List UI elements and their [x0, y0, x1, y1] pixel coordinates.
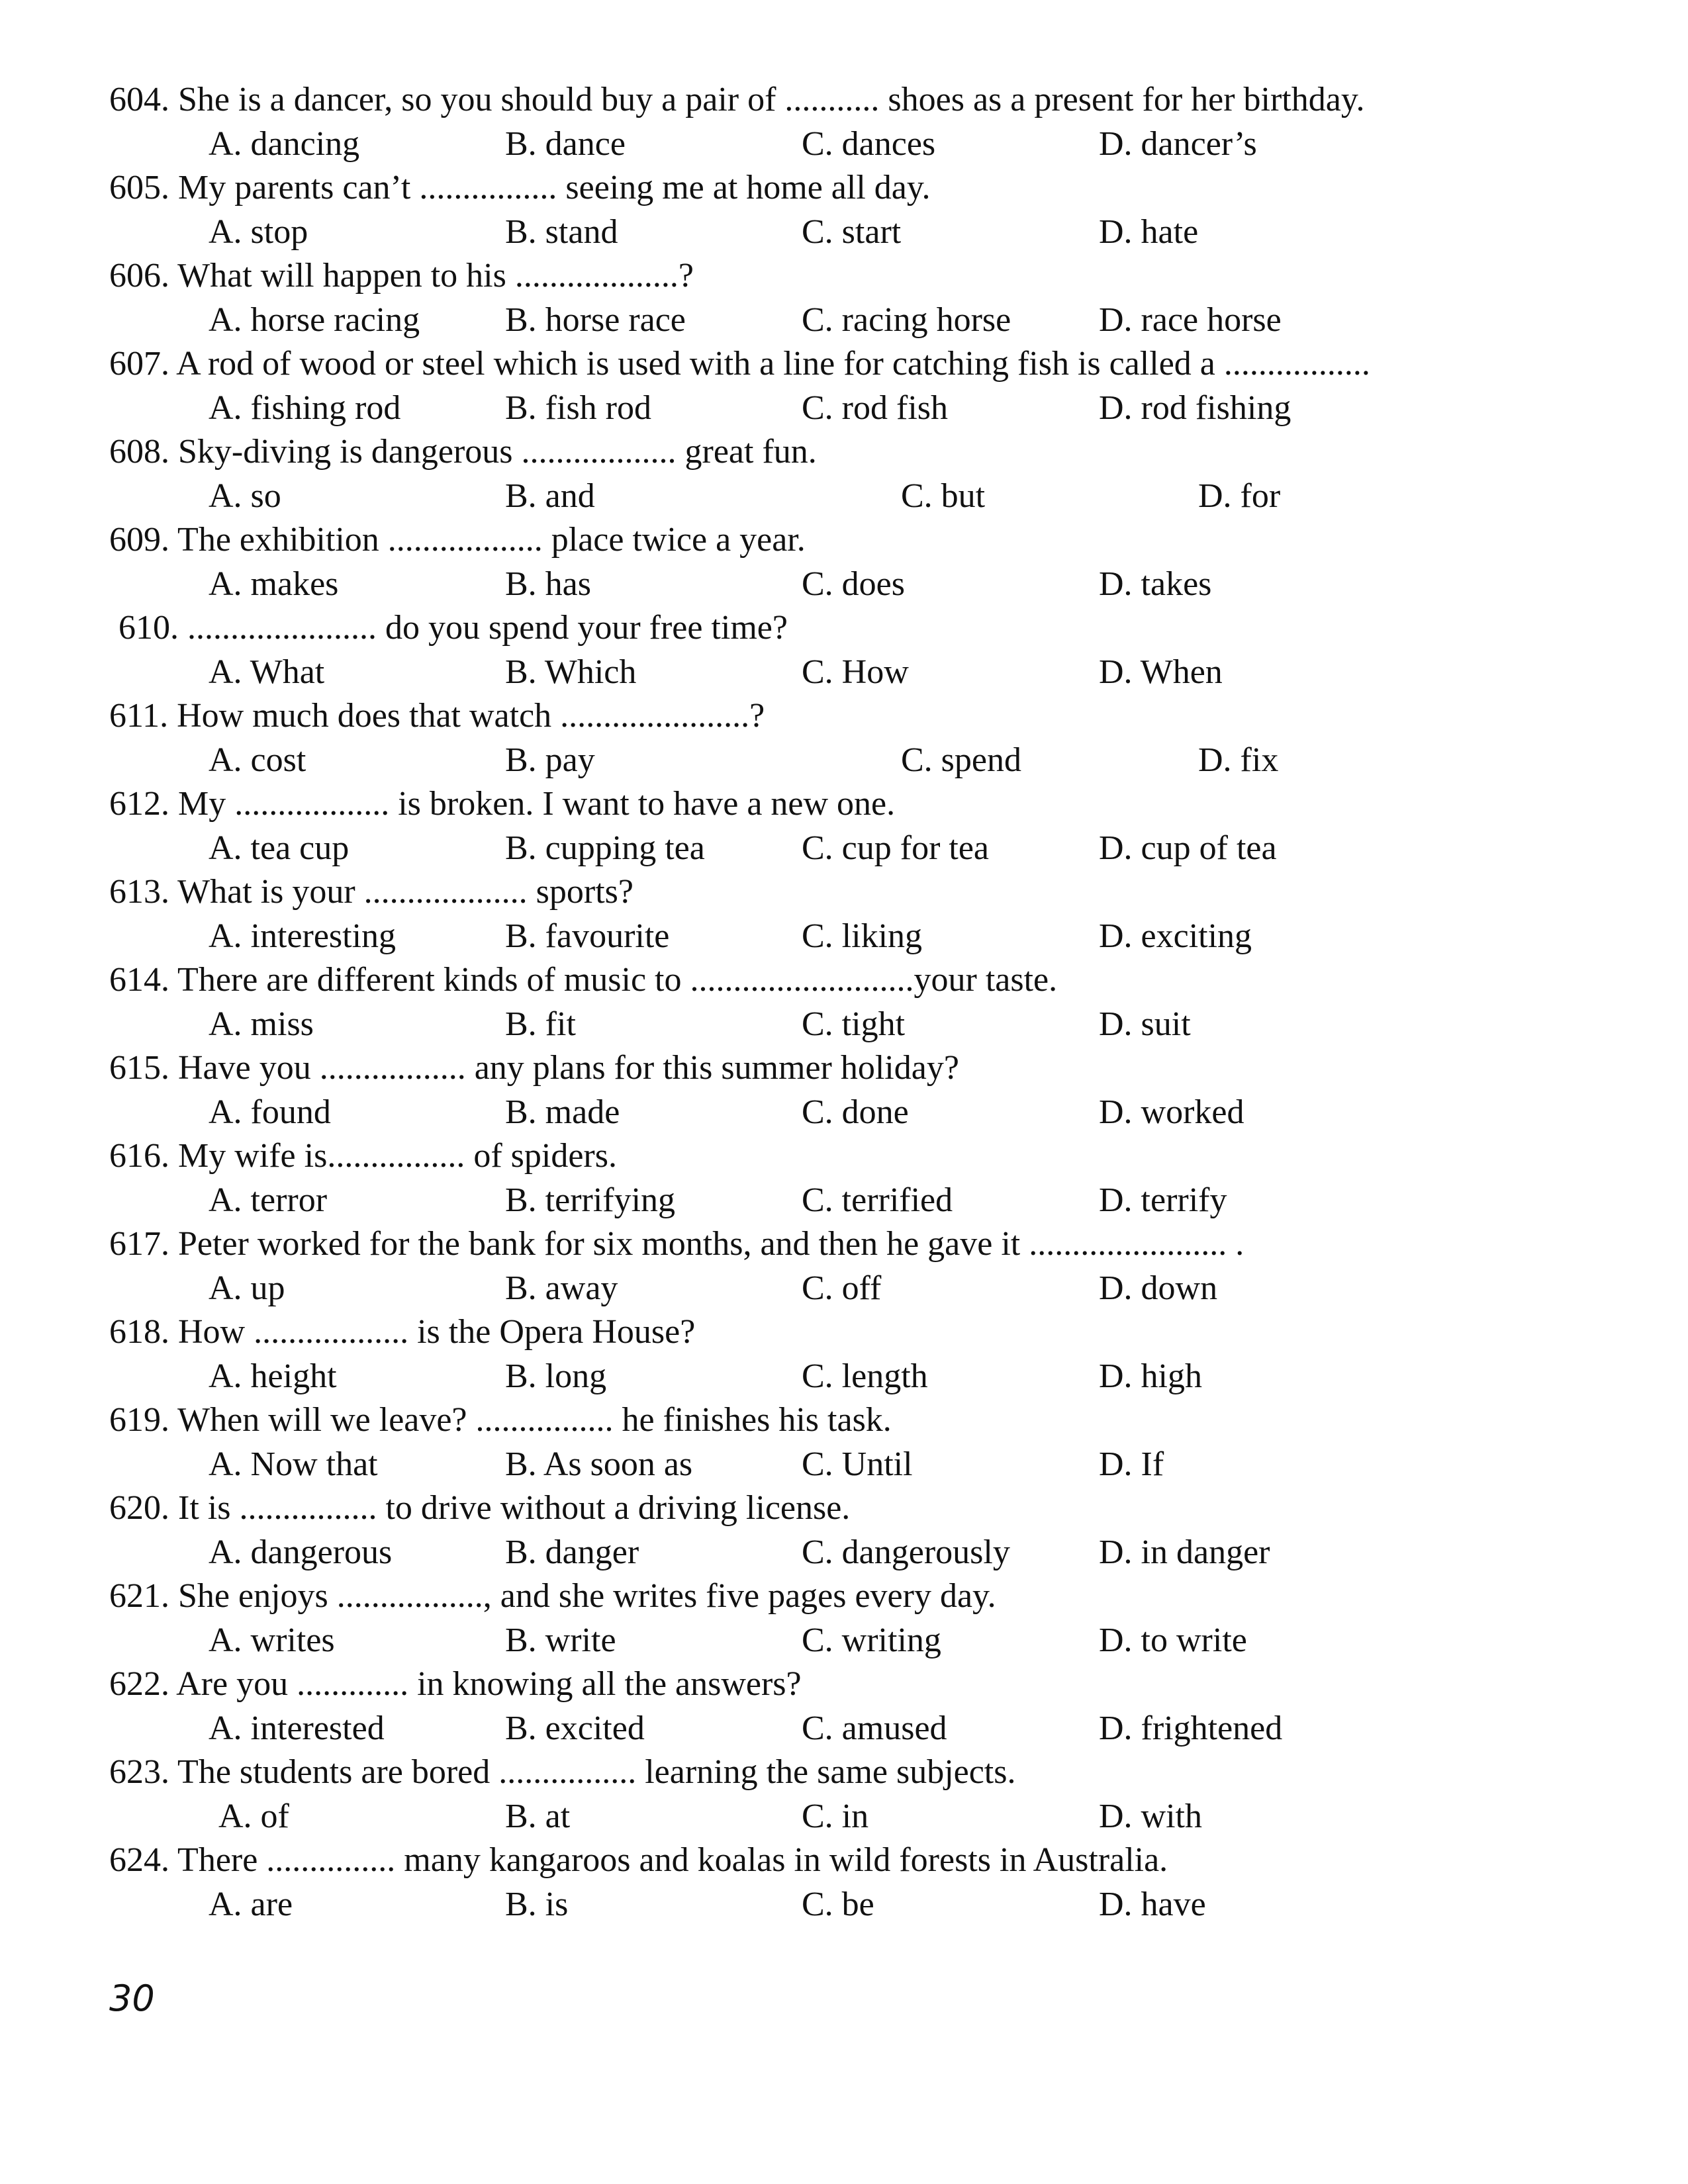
option-d[interactable]: D. takes: [1099, 565, 1212, 603]
option-d[interactable]: D. to write: [1099, 1621, 1247, 1659]
option-c[interactable]: C. terrified: [802, 1181, 953, 1219]
question-stem: 623. The students are bored ................ learning the same subjects.: [109, 1753, 1016, 1791]
question-stem: 611. How much does that watch ......................?: [109, 697, 765, 735]
question-stem: 604. She is a dancer, so you should buy a pair of ........... shoes as a present for her birthday.: [109, 81, 1365, 118]
answer-options: [109, 1795, 1599, 1839]
question-616: [109, 1134, 1599, 1222]
answer-options: [109, 387, 1599, 431]
question-620: [109, 1486, 1599, 1574]
answer-options: [109, 827, 1599, 871]
option-b[interactable]: B. cupping tea: [505, 829, 705, 867]
question-stem: 618. How .................. is the Opera House?: [109, 1313, 696, 1351]
question-stem: 624. There ............... many kangaroos and koalas in wild forests in Australia.: [109, 1841, 1168, 1879]
answer-options: [109, 1179, 1599, 1223]
question-list: [109, 78, 1599, 1927]
option-c[interactable]: C. start: [802, 212, 902, 251]
question-609: [109, 518, 1599, 606]
question-611: [109, 694, 1599, 782]
answer-options: [109, 1883, 1599, 1927]
question-stem: 622. Are you ............. in knowing all the answers?: [109, 1665, 802, 1703]
question-610: [109, 606, 1599, 694]
option-a[interactable]: A. tea cup: [209, 829, 350, 867]
option-b[interactable]: B. has: [505, 565, 591, 603]
answer-options: [109, 651, 1599, 695]
option-d[interactable]: D. have: [1099, 1885, 1206, 1923]
question-622: [109, 1662, 1599, 1751]
option-d[interactable]: D. high: [1099, 1357, 1202, 1395]
option-d[interactable]: D. in danger: [1099, 1533, 1270, 1571]
option-d[interactable]: D. with: [1099, 1797, 1202, 1835]
option-a[interactable]: A. found: [209, 1093, 331, 1131]
option-c[interactable]: C. racing horse: [802, 300, 1011, 339]
question-stem: 616. My wife is................ of spiders.: [109, 1137, 617, 1175]
option-b[interactable]: B. away: [505, 1269, 618, 1307]
option-d[interactable]: D. rod fishing: [1099, 388, 1291, 427]
option-c[interactable]: C. liking: [802, 917, 923, 955]
option-b[interactable]: B. made: [505, 1093, 620, 1131]
option-b[interactable]: B. pay: [505, 741, 595, 779]
option-d[interactable]: D. frightened: [1099, 1709, 1283, 1747]
question-604: [109, 78, 1599, 166]
option-d[interactable]: D. suit: [1099, 1005, 1191, 1043]
question-stem: 620. It is ................ to drive without a driving license.: [109, 1489, 851, 1527]
option-b[interactable]: B. long: [505, 1357, 607, 1395]
option-a[interactable]: A. interesting: [209, 917, 397, 955]
option-c[interactable]: C. but: [901, 477, 986, 515]
answer-options: [109, 563, 1599, 607]
answer-options: [109, 1531, 1599, 1575]
question-stem: 605. My parents can’t ................ seeing me at home all day.: [109, 169, 931, 206]
question-stem: 621. She enjoys ................., and she writes five pages every day.: [109, 1577, 996, 1615]
answer-options: [109, 1003, 1599, 1047]
option-a[interactable]: A. so: [209, 477, 281, 515]
question-612: [109, 782, 1599, 870]
option-d[interactable]: D. If: [1099, 1445, 1164, 1483]
option-d[interactable]: D. hate: [1099, 212, 1199, 251]
answer-options: [109, 1619, 1599, 1663]
answer-options: [109, 1267, 1599, 1311]
option-a[interactable]: A. Now that: [209, 1445, 378, 1483]
answer-options: [109, 1355, 1599, 1399]
option-c[interactable]: C. amused: [802, 1709, 947, 1747]
question-624: [109, 1839, 1599, 1927]
option-c[interactable]: C. be: [802, 1885, 874, 1923]
question-stem: 608. Sky-diving is dangerous .................. great fun.: [109, 433, 817, 471]
option-c[interactable]: C. done: [802, 1093, 909, 1131]
option-b[interactable]: B. fit: [505, 1005, 576, 1043]
option-a[interactable]: A. interested: [209, 1709, 385, 1747]
option-b[interactable]: B. Which: [505, 653, 637, 691]
option-c[interactable]: C. length: [802, 1357, 928, 1395]
question-stem: 617. Peter worked for the bank for six months, and then he gave it ....................... .: [109, 1225, 1244, 1263]
option-a[interactable]: A. dangerous: [209, 1533, 393, 1571]
option-a[interactable]: A. fishing rod: [209, 388, 401, 427]
option-b[interactable]: B. excited: [505, 1709, 645, 1747]
option-d[interactable]: D. race horse: [1099, 300, 1282, 339]
option-b[interactable]: B. terrifying: [505, 1181, 676, 1219]
option-b[interactable]: B. As soon as: [505, 1445, 693, 1483]
option-b[interactable]: B. dance: [505, 124, 626, 163]
question-623: [109, 1751, 1599, 1839]
answer-options: [109, 915, 1599, 959]
question-606: [109, 254, 1599, 342]
question-stem: 615. Have you ................. any plans for this summer holiday?: [109, 1049, 959, 1087]
option-a[interactable]: A. cost: [209, 741, 306, 779]
option-d[interactable]: D. cup of tea: [1099, 829, 1277, 867]
question-619: [109, 1398, 1599, 1486]
option-a[interactable]: A. What: [209, 653, 325, 691]
option-c[interactable]: C. spend: [901, 741, 1021, 779]
option-a[interactable]: A. terror: [209, 1181, 328, 1219]
option-c[interactable]: C. cup for tea: [802, 829, 990, 867]
question-615: [109, 1046, 1599, 1134]
answer-options: [109, 210, 1599, 255]
option-a[interactable]: A. dancing: [209, 124, 360, 163]
question-607: [109, 342, 1599, 430]
question-stem: 606. What will happen to his ...................?: [109, 257, 694, 295]
question-stem: 609. The exhibition .................. place twice a year.: [109, 521, 806, 559]
option-c[interactable]: C. does: [802, 565, 905, 603]
option-d[interactable]: D. for: [1198, 477, 1281, 515]
question-608: [109, 430, 1599, 518]
option-d[interactable]: D. When: [1099, 653, 1223, 691]
question-stem: 610. ...................... do you spend your free time?: [118, 609, 788, 647]
option-d[interactable]: D. down: [1099, 1269, 1218, 1307]
question-621: [109, 1574, 1599, 1662]
option-b[interactable]: B. at: [505, 1797, 571, 1835]
answer-options: [109, 739, 1599, 783]
answer-options: [109, 1443, 1599, 1487]
option-a[interactable]: A. stop: [209, 212, 308, 251]
option-c[interactable]: C. dangerously: [802, 1533, 1010, 1571]
option-a[interactable]: A. of: [218, 1797, 289, 1835]
answer-options: [109, 298, 1599, 343]
option-b[interactable]: B. horse race: [505, 300, 686, 339]
option-d[interactable]: D. terrify: [1099, 1181, 1227, 1219]
option-c[interactable]: C. dances: [802, 124, 936, 163]
answer-options: [109, 122, 1599, 167]
page-number: 30: [109, 1978, 155, 2019]
question-stem: 607. A rod of wood or steel which is used with a line for catching fish is called a .................: [109, 345, 1370, 383]
option-a[interactable]: A. miss: [209, 1005, 314, 1043]
option-b[interactable]: B. stand: [505, 212, 618, 251]
option-a[interactable]: A. height: [209, 1357, 337, 1395]
question-stem: 613. What is your ................... sports?: [109, 873, 633, 911]
option-c[interactable]: C. How: [802, 653, 909, 691]
option-a[interactable]: A. horse racing: [209, 300, 420, 339]
option-b[interactable]: B. fish rod: [505, 388, 651, 427]
question-614: [109, 958, 1599, 1046]
option-d[interactable]: D. dancer’s: [1099, 124, 1257, 163]
option-b[interactable]: B. danger: [505, 1533, 639, 1571]
option-c[interactable]: C. rod fish: [802, 388, 948, 427]
question-stem: 614. There are different kinds of music to ..........................your taste.: [109, 961, 1058, 999]
option-a[interactable]: A. are: [209, 1885, 293, 1923]
question-605: [109, 166, 1599, 254]
option-d[interactable]: D. exciting: [1099, 917, 1252, 955]
question-613: [109, 870, 1599, 958]
option-d[interactable]: D. worked: [1099, 1093, 1244, 1131]
answer-options: [109, 475, 1599, 519]
option-c[interactable]: C. in: [802, 1797, 869, 1835]
option-a[interactable]: A. writes: [209, 1621, 335, 1659]
option-c[interactable]: C. off: [802, 1269, 882, 1307]
option-a[interactable]: A. makes: [209, 565, 339, 603]
question-stem: 619. When will we leave? ................ he finishes his task.: [109, 1401, 892, 1439]
answer-options: [109, 1091, 1599, 1135]
option-c[interactable]: C. Until: [802, 1445, 913, 1483]
question-617: [109, 1222, 1599, 1310]
option-d[interactable]: D. fix: [1198, 741, 1279, 779]
answer-options: [109, 1707, 1599, 1751]
question-stem: 612. My .................. is broken. I want to have a new one.: [109, 785, 896, 823]
option-a[interactable]: A. up: [209, 1269, 285, 1307]
question-618: [109, 1310, 1599, 1398]
option-b[interactable]: B. is: [505, 1885, 569, 1923]
option-b[interactable]: B. write: [505, 1621, 616, 1659]
option-c[interactable]: C. tight: [802, 1005, 906, 1043]
option-c[interactable]: C. writing: [802, 1621, 941, 1659]
option-b[interactable]: B. and: [505, 477, 595, 515]
option-b[interactable]: B. favourite: [505, 917, 670, 955]
